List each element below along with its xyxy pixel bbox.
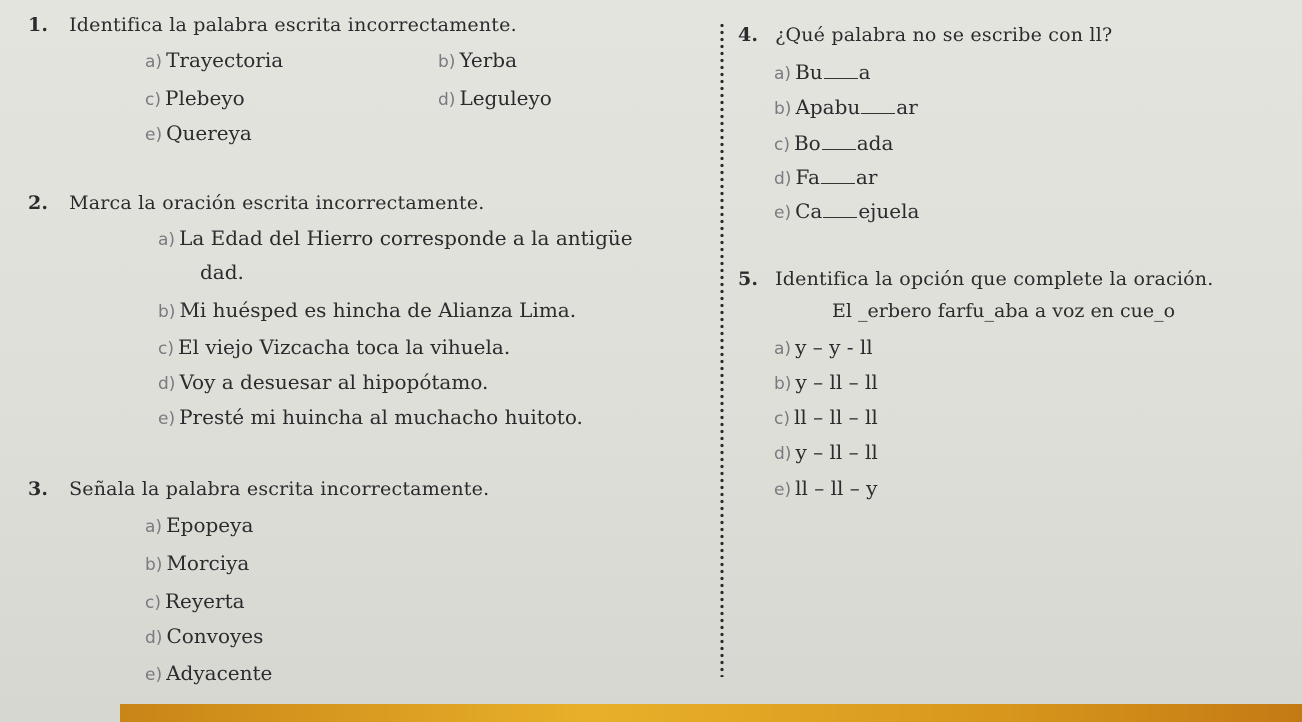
option-letter: c) [145, 90, 161, 110]
option-letter: b) [774, 99, 792, 119]
option-text: Morciya [166, 551, 250, 575]
word-start: Ca [795, 199, 823, 223]
word-start: Bo [793, 131, 821, 155]
option-text: Mi huésped es hincha de Alianza Lima. [179, 298, 577, 322]
option-letter: e) [158, 409, 176, 429]
dotted-column-divider [720, 22, 724, 677]
option-letter: d) [774, 444, 792, 464]
blank-line [824, 78, 858, 79]
option-text: Reyerta [164, 589, 245, 613]
option-letter: d) [145, 628, 163, 648]
q5-option-c[interactable] [774, 405, 878, 429]
question-1-text: Identifica la palabra escrita incorrectamente. [69, 14, 517, 36]
q1-option-d[interactable] [438, 86, 552, 110]
option-text: y – ll – ll [795, 440, 878, 464]
option-letter: d) [774, 169, 792, 189]
question-3-text: Señala la palabra escrita incorrectamente. [69, 478, 490, 500]
q4-option-c[interactable] [774, 131, 893, 155]
q3-option-b[interactable] [145, 551, 249, 575]
option-letter: a) [145, 517, 163, 537]
option-text: y – y - ll [795, 335, 873, 359]
question-4-heading [738, 24, 1112, 46]
question-4-text: ¿Qué palabra no se escribe con ll? [775, 24, 1113, 46]
q4-option-b[interactable] [774, 95, 918, 119]
word-start: Apabu [795, 95, 861, 119]
question-5-number: 5. [738, 268, 759, 290]
option-letter: a) [158, 230, 176, 250]
q3-option-a[interactable] [145, 513, 253, 537]
option-letter: c) [774, 409, 790, 429]
option-letter: c) [158, 339, 174, 359]
q4-option-e[interactable] [774, 199, 919, 223]
q4-option-d[interactable] [774, 165, 877, 189]
question-2-heading [28, 192, 485, 214]
question-5-heading [738, 268, 1213, 290]
option-letter: a) [145, 52, 163, 72]
option-letter: a) [774, 64, 792, 84]
q2-option-a[interactable] [158, 226, 633, 250]
word-end: ar [855, 165, 878, 189]
question-1-heading [28, 14, 517, 36]
option-letter: c) [145, 593, 161, 613]
question-3-number: 3. [28, 478, 49, 500]
word-start: Bu [795, 60, 823, 84]
option-letter: b) [145, 555, 163, 575]
option-text: Trayectoria [166, 48, 284, 72]
option-letter: a) [774, 339, 792, 359]
option-letter: b) [774, 374, 792, 394]
question-5-text: Identifica la opción que complete la oración. [775, 268, 1214, 290]
q2-option-c[interactable] [158, 335, 510, 359]
option-text: ll – ll – y [795, 476, 878, 500]
blank-line [861, 113, 895, 114]
option-text: Adyacente [166, 661, 273, 685]
q5-option-d[interactable] [774, 440, 878, 464]
option-letter: e) [774, 203, 792, 223]
q2-option-e[interactable] [158, 405, 583, 429]
desk-edge [120, 704, 1302, 722]
option-letter: b) [438, 52, 456, 72]
option-letter: e) [774, 480, 792, 500]
q5-option-b[interactable] [774, 370, 878, 394]
question-3-heading [28, 478, 489, 500]
option-letter: e) [145, 125, 163, 145]
q2-option-a-continuation: dad. [200, 260, 244, 284]
option-text: Epopeya [166, 513, 254, 537]
option-text: El viejo Vizcacha toca la vihuela. [177, 335, 511, 359]
word-end: ejuela [858, 199, 920, 223]
question-2-number: 2. [28, 192, 49, 214]
q1-option-e[interactable] [145, 121, 252, 145]
option-text: Presté mi huincha al muchacho huitoto. [179, 405, 583, 429]
word-end: ar [896, 95, 918, 119]
blank-line [821, 183, 855, 184]
q4-option-a[interactable] [774, 60, 871, 84]
option-text: ll – ll – ll [793, 405, 878, 429]
q5-sentence: El _erbero farfu_aba a voz en cue_o [832, 300, 1176, 322]
q5-option-a[interactable] [774, 335, 873, 359]
option-text: y – ll – ll [795, 370, 878, 394]
word-start: Fa [795, 165, 820, 189]
option-letter: b) [158, 302, 176, 322]
q1-option-b[interactable] [438, 48, 517, 72]
word-end: a [858, 60, 871, 84]
question-4-number: 4. [738, 24, 759, 46]
word-end: ada [856, 131, 894, 155]
q1-option-a[interactable] [145, 48, 283, 72]
option-text: Yerba [459, 48, 518, 72]
option-text: Plebeyo [164, 86, 245, 110]
question-2-text: Marca la oración escrita incorrectamente. [69, 192, 485, 214]
option-letter: d) [438, 90, 456, 110]
q2-option-b[interactable] [158, 298, 576, 322]
option-text: Quereya [166, 121, 252, 145]
q5-option-e[interactable] [774, 476, 877, 500]
option-letter: e) [145, 665, 163, 685]
q2-option-d[interactable] [158, 370, 488, 394]
option-text: Voy a desuesar al hipopótamo. [179, 370, 489, 394]
blank-line [823, 217, 857, 218]
q1-option-c[interactable] [145, 86, 245, 110]
question-1-number: 1. [28, 14, 49, 36]
option-text: Convoyes [166, 624, 264, 648]
q3-option-e[interactable] [145, 661, 272, 685]
q3-option-d[interactable] [145, 624, 263, 648]
option-letter: d) [158, 374, 176, 394]
option-text: La Edad del Hierro corresponde a la antigüe [179, 226, 633, 250]
blank-line [822, 149, 856, 150]
q3-option-c[interactable] [145, 589, 245, 613]
option-text: Leguleyo [459, 86, 552, 110]
option-letter: c) [774, 135, 790, 155]
